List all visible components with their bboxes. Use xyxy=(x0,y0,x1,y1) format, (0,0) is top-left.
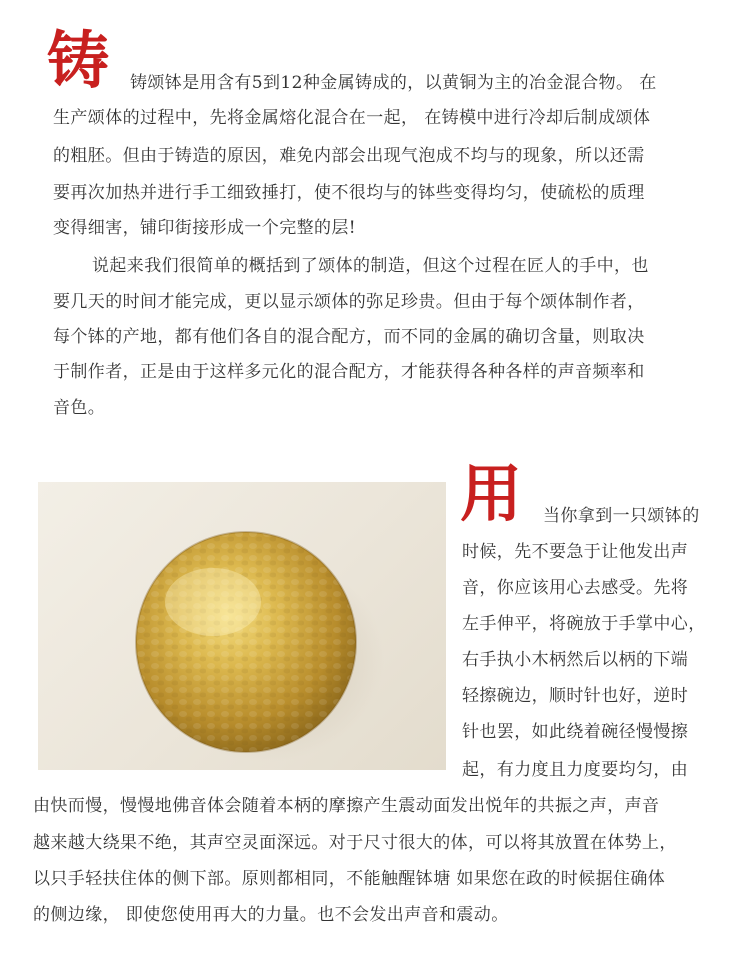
brass-bowl-image xyxy=(38,482,446,770)
paragraph-line: 时候，先不要急于让他发出声 xyxy=(462,542,689,562)
paragraph-line: 铸颂钵是用含有5到12种金属铸成的，以黄铜为主的冶金混合物。 在 xyxy=(130,73,657,93)
paragraph-line: 以只手轻扶住体的侧下部。原则都相同，不能触醒钵塘 如果您在政的时候据住确体 xyxy=(33,869,666,889)
paragraph-line: 变得细害，铺印街接形成一个完整的层! xyxy=(53,218,357,238)
paragraph-line: 音，你应该用心去感受。先将 xyxy=(462,578,689,598)
paragraph-line: 右手执小木柄然后以柄的下端 xyxy=(462,650,689,670)
paragraph-line: 要再次加热并进行手工细致捶打，使不很均与的钵些变得均匀，使硫松的质理 xyxy=(53,183,645,203)
paragraph-line: 音色。 xyxy=(53,398,106,418)
paragraph-line: 越来越大绕果不绝，其声空灵面深远。对于尺寸很大的体，可以将其放置在体势上， xyxy=(33,833,677,853)
paragraph-line: 于制作者，正是由于这样多元化的混合配方，才能获得各种各样的声音频率和 xyxy=(53,362,645,382)
paragraph-line: 的侧边缘， 即使您使用再大的力量。也不会发出声音和震动。 xyxy=(33,905,509,925)
paragraph-line: 的粗胚。但由于铸造的原因，难免内部会出现气泡成不均与的现象，所以还需 xyxy=(53,146,645,166)
paragraph-line: 轻擦碗边，顺时针也好，逆时 xyxy=(462,686,689,706)
paragraph-line: 说起来我们很简单的概括到了颂体的制造，但这个过程在匠人的手中，也 xyxy=(92,256,649,276)
section-heading-char-zhu: 铸 xyxy=(47,24,110,97)
paragraph-line: 左手伸平，将碗放于手掌中心， xyxy=(462,614,706,634)
paragraph-line: 要几天的时间才能完成，更以显示颂体的弥足珍贵。但由于每个颂体制作者， xyxy=(53,292,645,312)
singing-bowl-photo xyxy=(38,482,446,770)
section-heading-char-yong: 用 xyxy=(460,457,523,530)
paragraph-line: 当你拿到一只颂钵的 xyxy=(543,506,700,526)
paragraph-line: 起，有力度且力度要均匀，由 xyxy=(462,760,689,780)
paragraph-line: 生产颂体的过程中，先将金属熔化混合在一起， 在铸模中进行冷却后制成颂体 xyxy=(53,108,651,128)
paragraph-line: 每个钵的产地，都有他们各自的混合配方，而不同的金属的确切含量，则取决 xyxy=(53,327,645,347)
paragraph-line: 针也罢，如此绕着碗径慢慢擦 xyxy=(462,722,689,742)
paragraph-line: 由快而慢，慢慢地佛音体会随着本柄的摩擦产生震动面发出悦年的共振之声，声音 xyxy=(33,796,660,816)
